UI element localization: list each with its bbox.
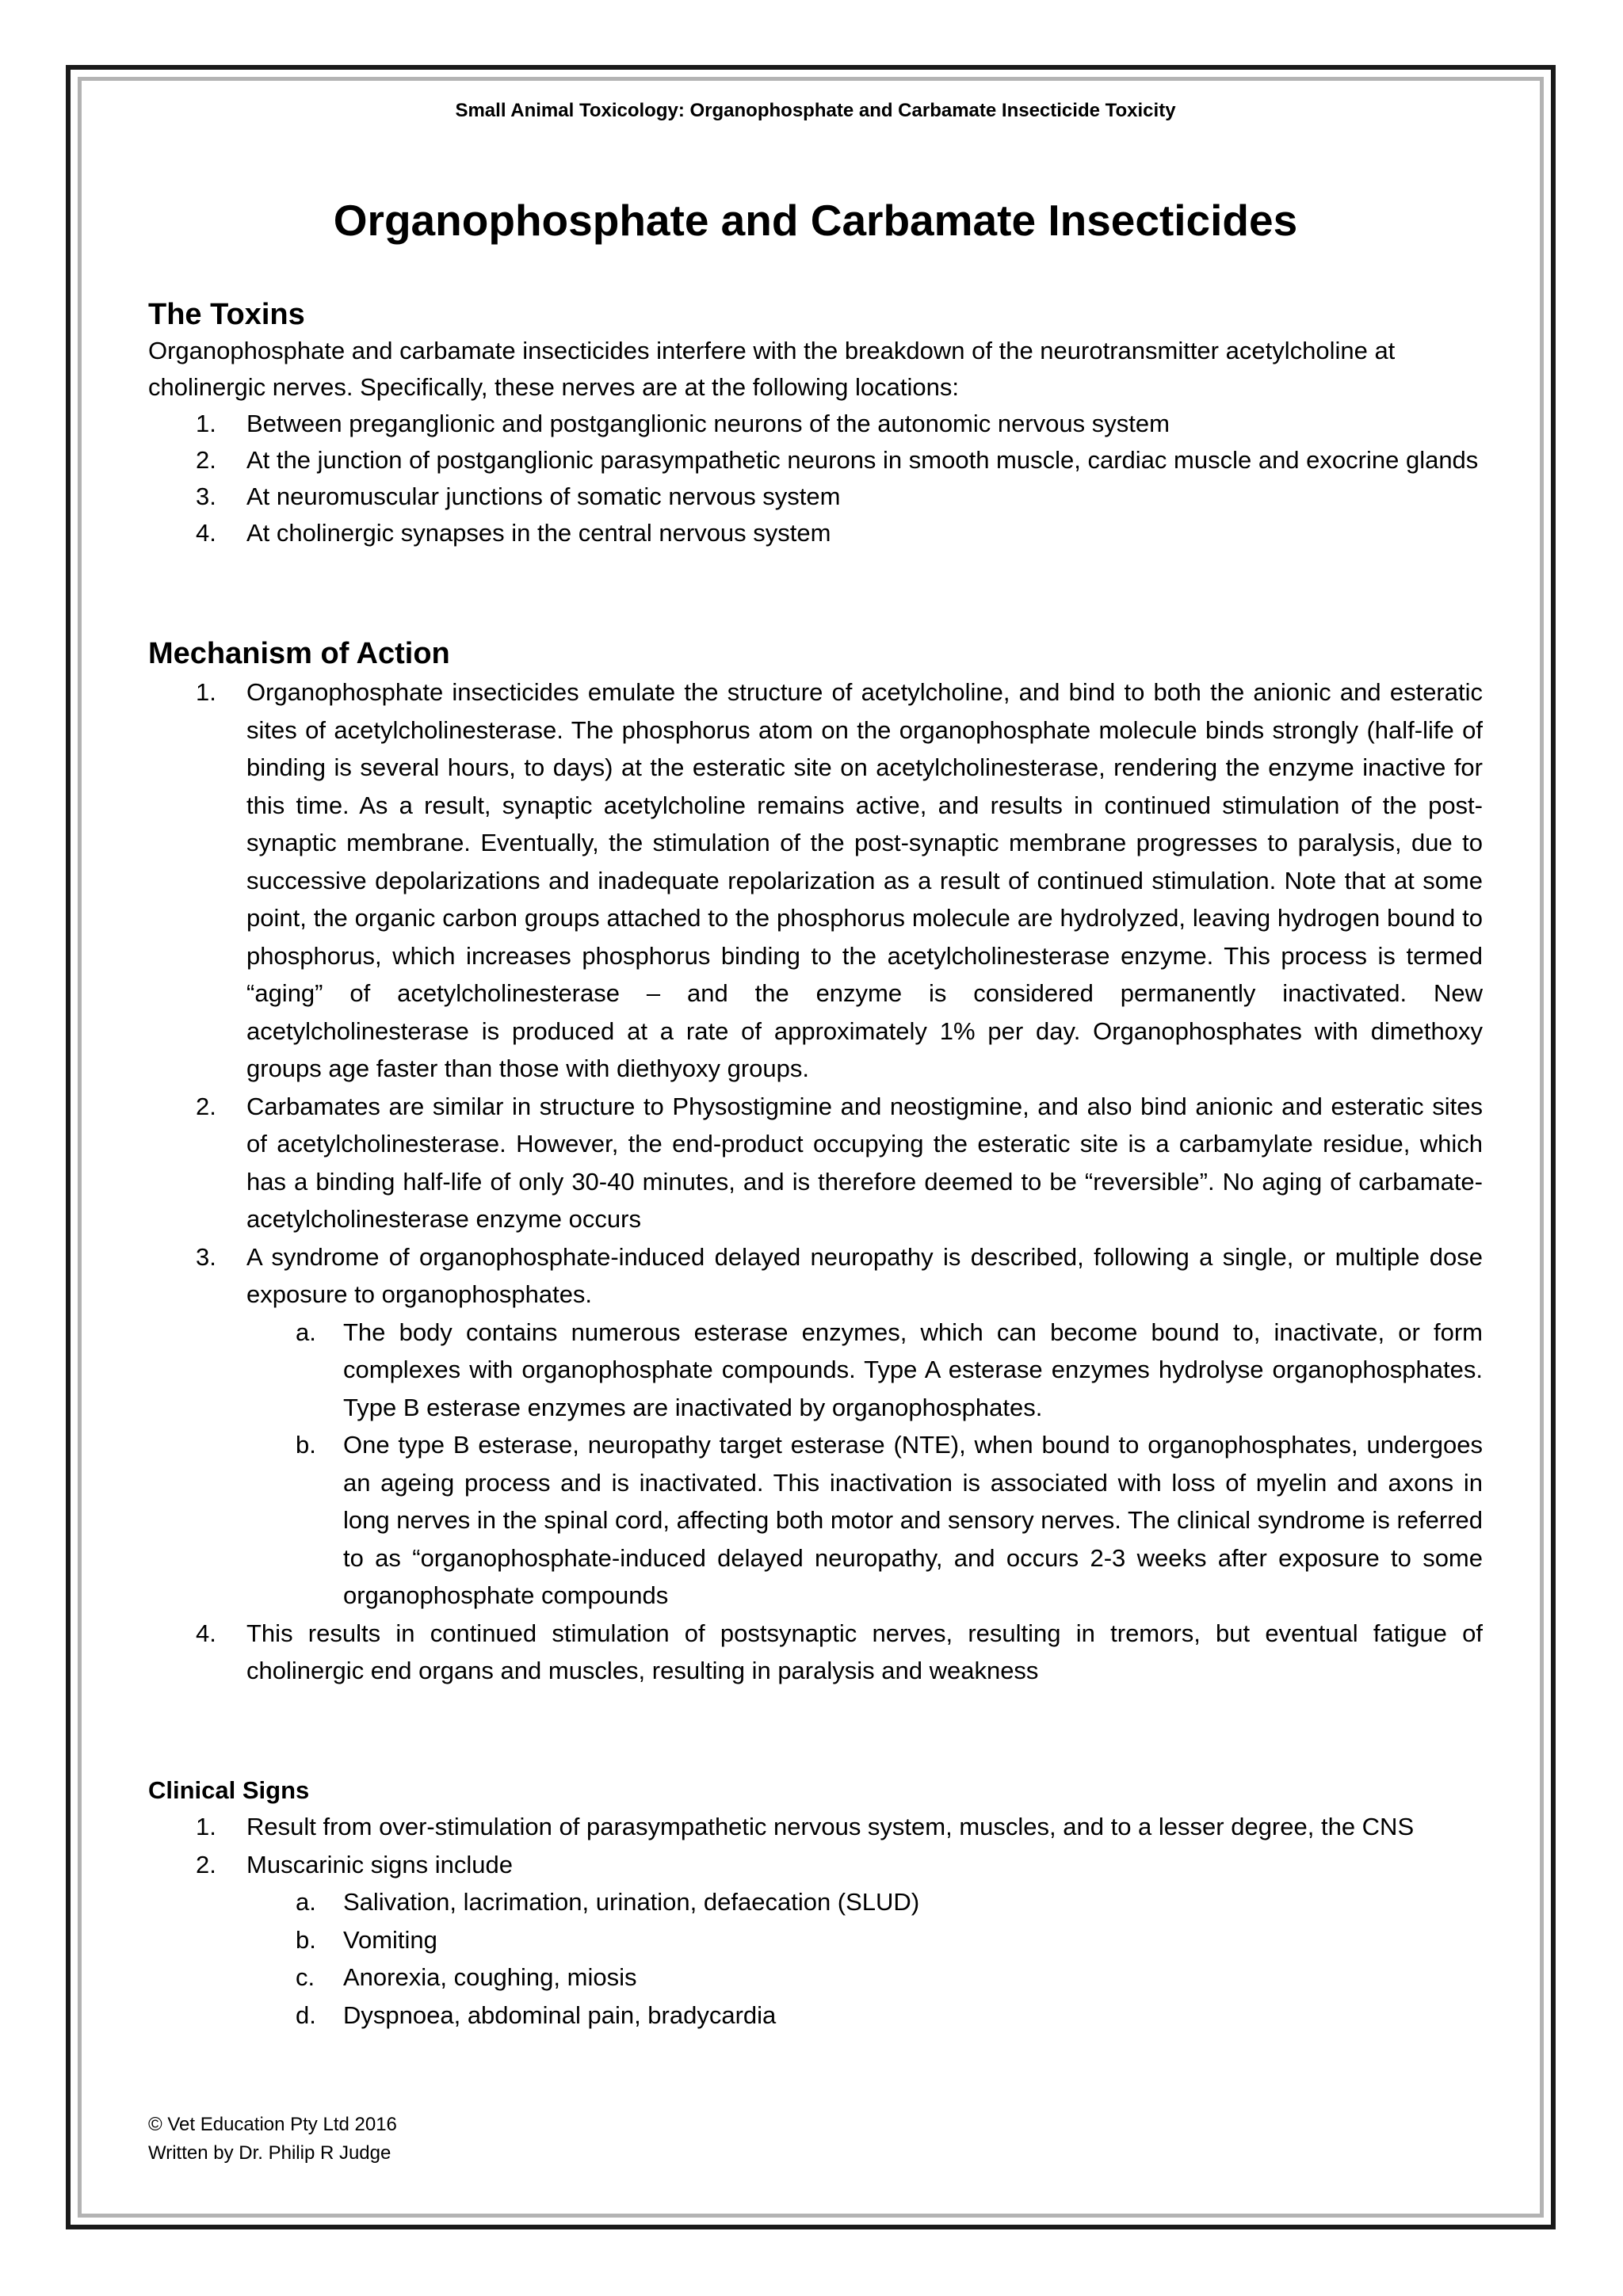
footer-author: Written by Dr. Philip R Judge — [148, 2142, 391, 2164]
section-toxins — [148, 296, 1483, 551]
section-mechanism — [148, 635, 1483, 1690]
mechanism-list — [148, 673, 1483, 1690]
list-item: 2. Muscarinic signs include a. Salivation, lacrimation, urination, defaecation (SLUD) b. Vomiting c. Anorexia, coughing, miosis d. Dyspnoea, abdominal pain, bradycardia — [148, 1846, 1483, 2035]
clinical-sublist — [148, 1883, 1483, 2034]
document-title: Organophosphate and Carbamate Insecticides — [333, 196, 1298, 245]
footer — [148, 2111, 397, 2168]
section-clinical-signs — [148, 1775, 1483, 2034]
list-item: 2. Carbamates are similar in structure to Physostigmine and neostigmine, and also bind anionic and esteratic sites of acetylcholinesterase. However, the end-product occupying the esteratic site is a carbamylate residue, which has a binding half-life of only 30-40 minutes, and is therefore deemed to be “reversible”. No aging of carbamate-acetylcholinesterase enzyme occurs — [196, 1092, 1483, 1233]
list-item: 3. A syndrome of organophosphate-induced delayed neuropathy is described, following a single, or multiple dose exposure to organophosphates. a. The body contains numerous esterase enzymes, which can become bound to, inactivate, or form complexes with organophosphate compounds. Type A esterase enzymes hydrolyse organophosphates. Type B esterase enzymes are inactivated by organophosphates. b. One type B esterase, neuropathy target esterase (NTE), when bound to organophosphates, undergoes an ageing process and is inactivated. This inactivation is associated with loss of myelin and axons in long nerves in the spinal cord, affecting both motor and sensory nerves. The clinical syndrome is referred to as “organophosphate-induced delayed neuropathy, and occurs 2-3 weeks after exposure to some organophosphate compounds — [148, 1238, 1483, 1615]
sublist-item: a. Salivation, lacrimation, urination, defaecation (SLUD) — [296, 1888, 920, 1916]
list-item: 4. At cholinergic synapses in the central nervous system — [196, 519, 831, 547]
toxins-list — [148, 406, 1483, 551]
section-heading-toxins: The Toxins — [148, 298, 305, 331]
footer-copyright: © Vet Education Pty Ltd 2016 — [148, 2114, 397, 2135]
sublist-item: c. Anorexia, coughing, miosis — [296, 1963, 637, 1991]
list-item: 1. Between preganglionic and postganglionic neurons of the autonomic nervous system — [196, 410, 1170, 437]
list-item: 1. Organophosphate insecticides emulate the structure of acetylcholine, and bind to both the anionic and esteratic sites of acetylcholinesterase. The phosphorus atom on the organophosphate molecule binds strongly (half-life of binding is several hours, to days) at the esteratic site on acetylcholinesterase, rendering the enzyme inactive for this time. As a result, synaptic acetylcholine remains active, and results in continued stimulation of the post-synaptic membrane. Eventually, the stimulation of the post-synaptic membrane progresses to paralysis, due to successive depolarizations and inadequate repolarization as a result of continued stimulation. Note that at some point, the organic carbon groups attached to the phosphorus molecule are hydrolyzed, leaving hydrogen bound to phosphorus, which increases phosphorus binding to the acetylcholinesterase enzyme. This process is termed “aging” of acetylcholinesterase – and the enzyme is considered permanently inactivated. New acetylcholinesterase is produced at a rate of approximately 1% per day. Organophosphates with dimethoxy groups age faster than those with diethyoxy groups. — [196, 678, 1483, 1082]
list-item: 3. At neuromuscular junctions of somatic nervous system — [196, 482, 841, 510]
mechanism-sublist — [148, 1314, 1483, 1615]
section-heading-mechanism: Mechanism of Action — [148, 637, 450, 670]
running-header: Small Animal Toxicology: Organophosphate and Carbamate Insecticide Toxicity — [455, 100, 1176, 121]
list-item: 2. At the junction of postganglionic parasympathetic neurons in smooth muscle, cardiac muscle and exocrine glands — [196, 446, 1479, 474]
clinical-list — [148, 1808, 1483, 2034]
section-heading-clinical-signs: Clinical Signs — [148, 1776, 310, 1804]
sublist-item: a. The body contains numerous esterase enzymes, which can become bound to, inactivate, or form complexes with organophosphate compounds. Type A esterase enzymes hydrolyse organophosphates. Type B esterase enzymes are inactivated by organophosphates. — [296, 1318, 1483, 1421]
list-item: 4. This results in continued stimulation of postsynaptic nerves, resulting in tremors, but eventual fatigue of cholinergic end organs and muscles, resulting in paralysis and weakness — [196, 1619, 1483, 1684]
list-item: 1. Result from over-stimulation of parasympathetic nervous system, muscles, and to a lesser degree, the CNS — [196, 1813, 1415, 1840]
toxins-intro: Organophosphate and carbamate insecticides interfere with the breakdown of the neurotransmitter acetylcholine at cholinergic nerves. Specifically, these nerves are at the following locations: — [148, 337, 1396, 401]
sublist-item: d. Dyspnoea, abdominal pain, bradycardia — [296, 2000, 777, 2029]
sublist-item: b. One type B esterase, neuropathy target esterase (NTE), when bound to organophosphates, undergoes an ageing process and is inactivated. This inactivation is associated with loss of myelin and axons in long nerves in the spinal cord, affecting both motor and sensory nerves. The clinical syndrome is referred to as “organophosphate-induced delayed neuropathy, and occurs 2-3 weeks after exposure to some organophosphate compounds — [296, 1431, 1483, 1609]
sublist-item: b. Vomiting — [296, 1925, 437, 1954]
